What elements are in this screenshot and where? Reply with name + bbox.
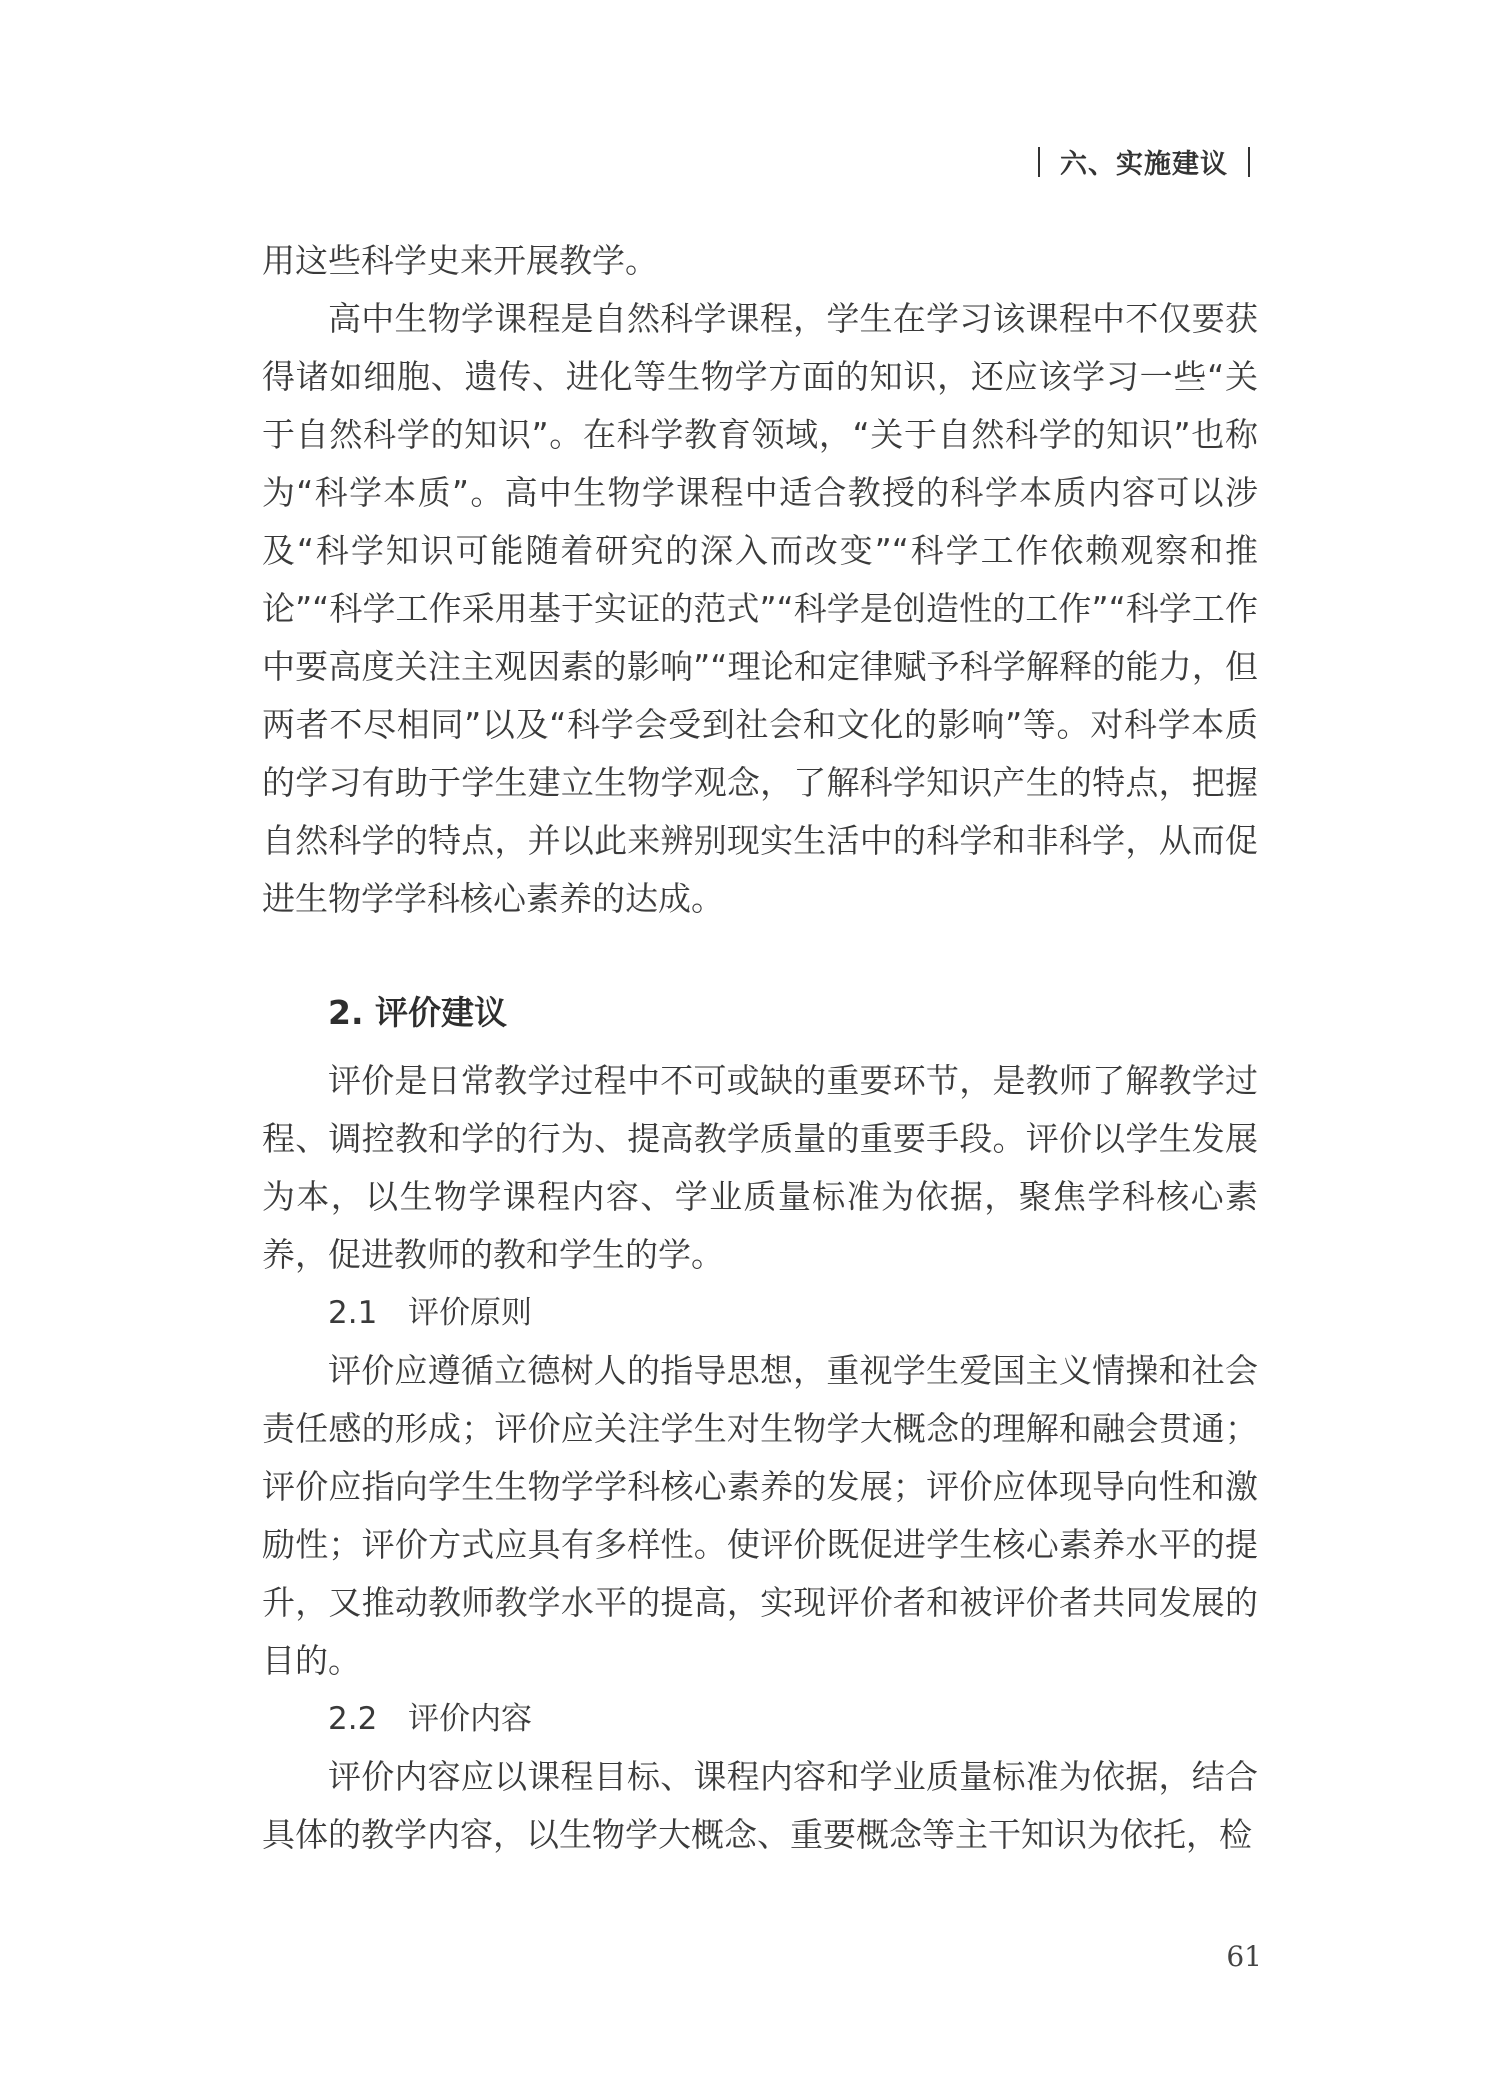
paragraph-evaluation-intro: 评价是日常教学过程中不可或缺的重要环节，是教师了解教学过程、调控教和学的行为、提高教学质量的重要手段。评价以学生发展为本，以生物学课程内容、学业质量标准为依据，聚焦学科核心素养，促进教师的教和学生的学。 — [262, 1061, 1258, 1274]
section-heading-evaluation: 2. 评价建议 — [328, 993, 507, 1032]
header-left-rule — [1038, 147, 1040, 177]
subheading-evaluation-content — [328, 1690, 1258, 1748]
running-header — [1018, 142, 1270, 181]
paragraph-continuation: 用这些科学史来开展教学。 — [262, 241, 658, 280]
page-number: 61 — [1226, 1940, 1262, 1973]
subheading-title: 评价原则 — [408, 1295, 532, 1331]
subheading-evaluation-principles — [328, 1284, 1258, 1342]
header-section-title: 六、实施建议 — [1060, 149, 1228, 180]
paragraph-evaluation-content: 评价内容应以课程目标、课程内容和学业质量标准为依据，结合具体的教学内容，以生物学大概念、重要概念等主干知识为依托，检 — [262, 1757, 1258, 1854]
header-right-rule — [1248, 147, 1250, 177]
body-text — [262, 232, 1258, 1864]
subheading-number: 2.1 — [328, 1295, 378, 1331]
paragraph-nature-of-science: 高中生物学课程是自然科学课程，学生在学习该课程中不仅要获得诸如细胞、遗传、进化等生物学方面的知识，还应该学习一些“关于自然科学的知识”。在科学教育领域，“关于自然科学的知识”也称为“科学本质”。高中生物学课程中适合教授的科学本质内容可以涉及“科学知识可能随着研究的深入而改变”“科学工作依赖观察和推论”“科学工作采用基于实证的范式”“科学是创造性的工作”“科学工作中要高度关注主观因素的影响”“理论和定律赋予科学解释的能力，但两者不尽相同”以及“科学会受到社会和文化的影响”等。对科学本质的学习有助于学生建立生物学观念，了解科学知识产生的特点，把握自然科学的特点，并以此来辨别现实生活中的科学和非科学，从而促进生物学学科核心素养的达成。 — [262, 299, 1258, 918]
subheading-title: 评价内容 — [408, 1701, 532, 1737]
paragraph-evaluation-principles: 评价应遵循立德树人的指导思想，重视学生爱国主义情操和社会责任感的形成；评价应关注学生对生物学大概念的理解和融会贯通；评价应指向学生生物学学科核心素养的发展；评价应体现导向性和激励性；评价方式应具有多样性。使评价既促进学生核心素养水平的提升，又推动教师教学水平的提高，实现评价者和被评价者共同发展的目的。 — [262, 1351, 1258, 1680]
subheading-number: 2.2 — [328, 1701, 378, 1737]
